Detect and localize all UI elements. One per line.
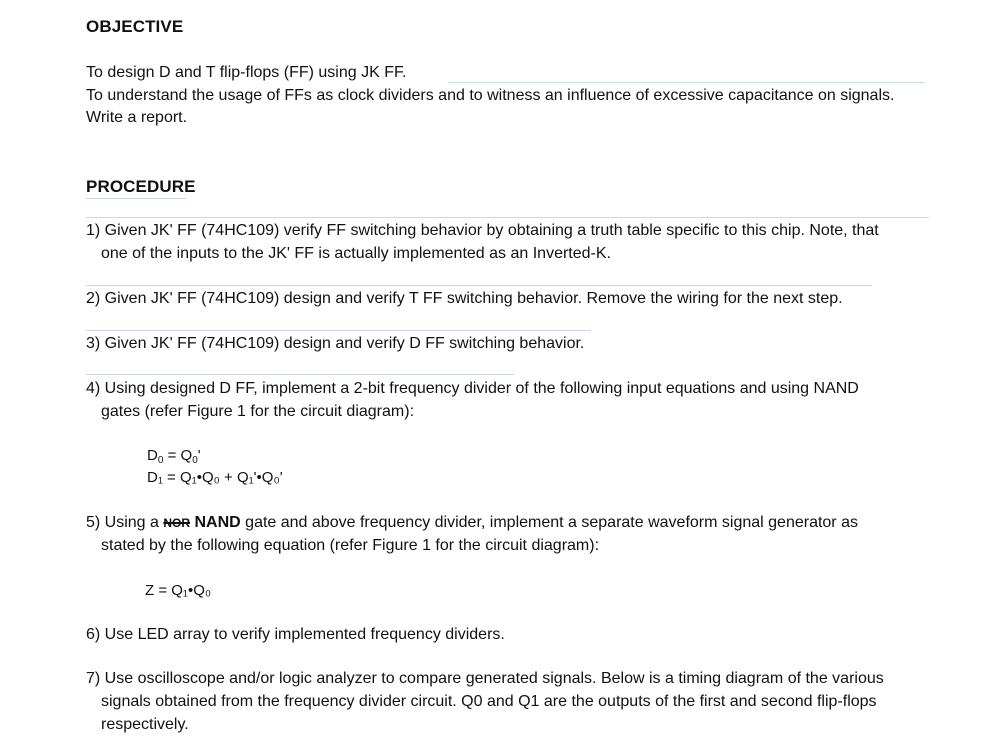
equation-d1: D₁ = Q₁•Q₀ + Q₁'•Q₀'	[147, 469, 283, 486]
step1-line-1: 1) Given JK' FF (74HC109) verify FF switching behavior by obtaining a truth table specific to this chip. Note, that	[86, 222, 879, 239]
objective-line-1: To design D and T flip-flops (FF) using JK FF.	[86, 64, 407, 81]
objective-heading: OBJECTIVE	[86, 17, 184, 36]
step4-line-1: 4) Using designed D FF, implement a 2-bit frequency divider of the following input equations and using NAND	[86, 380, 859, 397]
divider-rule	[86, 198, 186, 199]
divider-rule	[86, 285, 872, 286]
objective-line-2: To understand the usage of FFs as clock dividers and to witness an influence of excessive capacitance on signals.	[86, 87, 895, 104]
divider-rule	[448, 82, 924, 83]
step1-line-2: one of the inputs to the JK' FF is actually implemented as an Inverted-K.	[101, 245, 611, 262]
divider-rule	[86, 374, 514, 375]
step7-line-1: 7) Use oscilloscope and/or logic analyzer to compare generated signals. Below is a timing diagram of the various	[86, 670, 884, 687]
divider-rule	[86, 217, 929, 218]
step6-text: 6) Use LED array to verify implemented frequency dividers.	[86, 626, 505, 643]
equation-d0: $D_0 = Q_0'$	[147, 447, 201, 466]
procedure-heading: PROCEDURE	[86, 177, 196, 196]
bold-word: NAND	[194, 514, 241, 531]
equation-z: Z = Q₁•Q₀	[145, 582, 212, 599]
divider-rule	[86, 330, 591, 331]
objective-line-3: Write a report.	[86, 109, 188, 126]
step4-line-2: gates (refer Figure 1 for the circuit diagram):	[101, 403, 415, 420]
struck-word: NOR	[163, 516, 191, 530]
step2-text: 2) Given JK' FF (74HC109) design and verify T FF switching behavior. Remove the wiring for the next step.	[86, 290, 843, 307]
step5-line-2: stated by the following equation (refer Figure 1 for the circuit diagram):	[101, 537, 600, 554]
step7-line-3: respectively.	[101, 716, 189, 733]
step7-line-2: signals obtained from the frequency divider circuit. Q0 and Q1 are the outputs of the first and second flip-flops	[101, 693, 877, 710]
step5-line-1: 5) Using a NOR NAND gate and above frequency divider, implement a separate waveform signal generator as	[86, 514, 858, 531]
step3-text: 3) Given JK' FF (74HC109) design and verify D FF switching behavior.	[86, 335, 585, 352]
